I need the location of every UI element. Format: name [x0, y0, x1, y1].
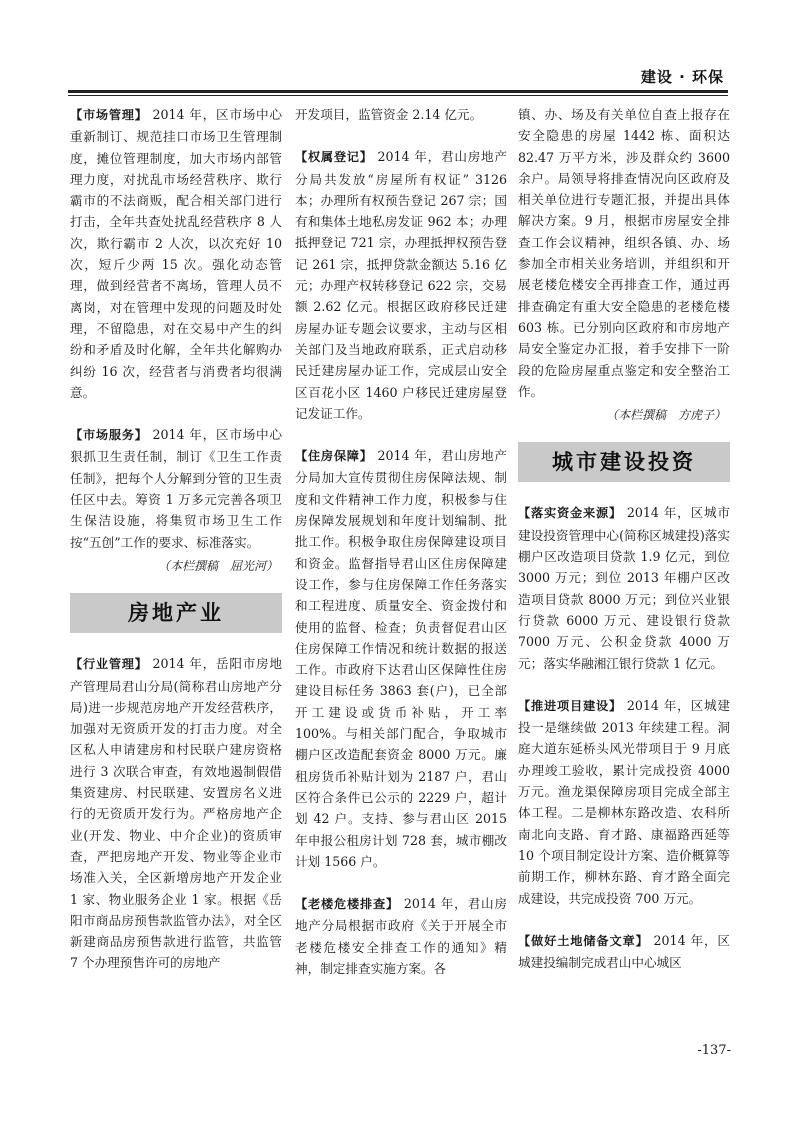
header-rule [68, 90, 728, 93]
paragraph-fund-sources [518, 502, 730, 673]
paragraph-body: 2014 年，君山房地产分局共发放“房屋所有权证” 3126 本；办理所有权预告登记 267 宗；国有和集体土地私房发证 962 本；办理抵押登记 721 宗，办理抵押权预告登记 261 宗，抵押贷款金额达 5.16 亿元；办理产权转移登记 622 宗，交易额 2.62 亿元。根据区政府移民迁建房屋办证专题会议要求，主动与区相关部门及当地政府联系，正式启动移民迁建房屋办证工作，完成层山安全区百花小区 1460 户移民迁建房屋登记发证工作。 [295, 149, 508, 421]
paragraph-market-service [70, 424, 282, 553]
paragraph-title: 【住房保障】 [295, 449, 373, 464]
paragraph-body: 2014 年，区市场中心狠抓卫生责任制，制订《卫生工作责任制》，把每个人分解到分管的卫生责任区中去。筹资 1 万多元完善各项卫生保洁设施，将集贸市场卫生工作按“五创”工作的要求、标准落实。 [70, 427, 283, 550]
attribution: （本栏撰稿 屈光河） [157, 558, 278, 573]
section-title: 建设 · 环保 [640, 68, 724, 86]
page-number: -137- [697, 1043, 731, 1058]
attribution: （本栏撰稿 方虎子） [605, 408, 726, 423]
paragraph-body: 2014 年，区城建投一是继续做 2013 年续建工程。洞庭大道东延桥头风光带项目于 9 月底办理竣工验收，累计完成投资 4000 万元。渔龙渠保障房项目完成全部主体工程。二是柳林东路改造、农科所南北向支路、育才路、康福路西延等 10 个项目制定设计方案、造价概算等前期工作，柳林东路、育才路全面完成建设，共完成投资 700 万元。 [518, 697, 731, 906]
column-1 [70, 104, 282, 995]
paragraph-body: 镇、办、场及有关单位自查上报存在安全隐患的房屋 1442 栋、面积达 82.47 万平方米，涉及群众约 3600 余户。局领导将排查情况向区政府及相关单位进行专题汇报，并提出具体解决方案。9 月，根据市房屋安全排查工作会议精神，组织各镇、办、场参加全市相关业务培训，并组织和开展老楼危楼安全再排查工作，通过再排查确定有重大安全隐患的老楼危楼 603 栋。已分别向区政府和市房地产局安全鉴定办汇报，着手安排下一阶段的危险房屋重点鉴定和安全整治工作。 [518, 107, 730, 399]
paragraph-old-building-inspection [295, 893, 507, 979]
paragraph-body: 开发项目，监管资金 2.14 亿元。 [295, 107, 483, 122]
paragraph-continued [518, 104, 730, 402]
paragraph-land-reserve [518, 930, 730, 974]
paragraph-body: 2014 年，岳阳市房地产管理局君山分局(简称君山房地产分局)进一步规范房地产开发经营秩序，加强对无资质开发的打击力度。对全区私人申请建房和村民联户建房资格进行 3 次联合审查，有效地遏制假借集资建房、村民联建、安置房名义进行的无资质开发行为。严格房地产企业(开发、物业、中介企业)的资质审查，严把房地产开发、物业等企业市场准入关，全区新增房地产开发企业 1 家、物业服务企业 1 家。根据《岳阳市商品房预售款监管办法》，对全区新建商品房预售款进行监管，共监管 7 个办理预售许可的房地产 [70, 656, 283, 971]
section-banner-urban-investment: 城市建设投资 [518, 442, 730, 482]
paragraph-body: 2014 年，君山房地产分局加大宣传贯彻住房保障法规、制度和文件精神工作力度，积极参与住房保障发展规划和年度计划编制、批批工作。积极争取住房保障建设项目和资金。监督指导君山区住房保障建设工作，参与住房保障工作任务落实和工程进度、质量安全、资金拨付和使用的监督、检查；负责督促君山区住房保障工作情况和统计数据的报送工作。市政府下达君山区保障性住房建设目标任务 3863 套(户)，已全部开工建设或货币补贴，开工率 100%。与相关部门配合，争取城市棚户区改造配套资金 8000 万元。廉租房货币补贴计划为 2187 户，君山区符合条件已公示的 2229 户，超计划 42 户。支持、参与君山区 2015 年申报公租房计划 728 套，城市棚改计划 1566 户。 [295, 448, 508, 869]
header-rule-thin [68, 95, 728, 96]
paragraph-title: 【做好土地储备文章】 [518, 933, 649, 948]
paragraph-ownership-registration [295, 146, 507, 424]
page-header [68, 62, 728, 90]
paragraph-body: 2014 年，君山房地产分局根据市政府《关于开展全市老楼危楼安全排查工作的通知》精神，制定排查实施方案。各 [295, 896, 508, 976]
column-2 [295, 104, 507, 1000]
paragraph-title: 【老楼危楼排查】 [295, 897, 400, 912]
paragraph-title: 【行业管理】 [70, 657, 148, 672]
column-3 [518, 104, 730, 994]
paragraph-title: 【市场管理】 [70, 108, 148, 122]
paragraph-title: 【权属登记】 [295, 150, 373, 165]
paragraph-title: 【市场服务】 [70, 428, 148, 443]
paragraph-body: 2014 年，区城建投编制完成君山中心城区 [518, 932, 731, 971]
paragraph-title: 【落实资金来源】 [518, 506, 623, 521]
paragraph-project-construction [518, 695, 730, 909]
paragraph-market-management [70, 104, 282, 403]
section-banner-real-estate: 房地产业 [70, 593, 282, 633]
paragraph-body: 2014 年，区城市建设投资管理中心(简称区城建投)落实棚户区改造项目贷款 1.9 亿元，到位 3000 万元；到位 2013 年棚户区改造项目贷款 8000 万元；到位兴业银行贷款 6000 万元、建设银行贷款 7000 万元、公积金贷款 4000 万元；落实华融湘江银行贷款 1 亿元。 [518, 505, 731, 671]
paragraph-title: 【推进项目建设】 [518, 698, 623, 713]
paragraph-body: 2014 年，区市场中心重新制订、规范挂口市场卫生管理制度，摊位管理制度，加大市场内部管理力度，对扰乱市场经营秩序、欺行霸市的不法商贩，配合相关部门进行打击，全年共查处扰乱经营秩序 8 人次，欺行霸市 2 人次，以次充好 10 次，短斤少两 15 次。强化动态管理，做到经营者不离场，管理人员不离岗，对在管理中发现的问题及时处理，不留隐患，对在交易中产生的纠纷和矛盾及时化解，全年共化解购办纠纷 16 次，经营者与消费者均很满意。 [70, 107, 283, 400]
paragraph-housing-security [295, 445, 507, 872]
paragraph-continued [295, 104, 507, 125]
paragraph-industry-management [70, 653, 282, 973]
